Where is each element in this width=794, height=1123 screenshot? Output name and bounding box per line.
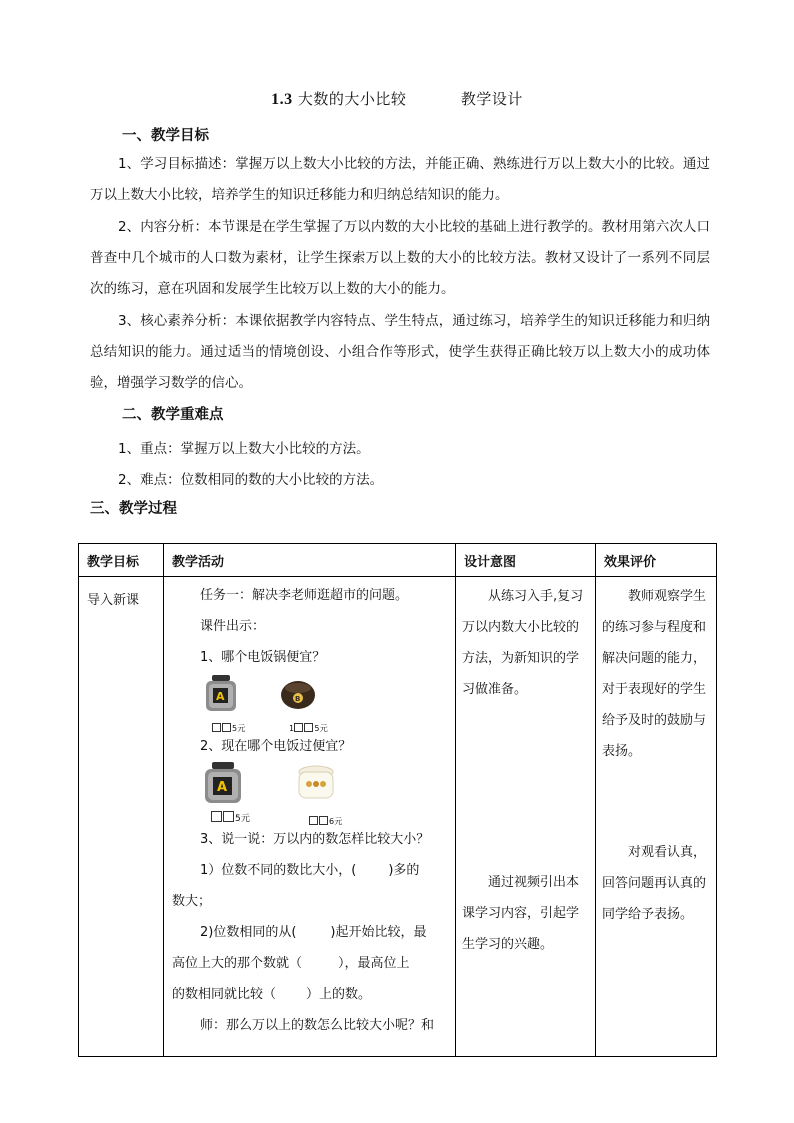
svg-text:B: B (295, 695, 301, 703)
rule-1-line: 1）位数不同的数比大小，( )多的 (200, 863, 420, 878)
header-goal: 教学目标 (79, 544, 164, 577)
row-goal: 导入新课 (79, 577, 164, 1057)
section-heading-keypoints: 二、教学重难点 (122, 407, 224, 423)
intent-text-1: 从练习入手,复习万以内数大小比较的方法，为新知识的学习做准备。 (462, 589, 584, 697)
document-title (0, 88, 794, 109)
question-1: 1、哪个电饭锅便宜？ (200, 650, 326, 665)
courseware-line: 课件出示： (200, 619, 266, 634)
header-effect: 效果评价 (596, 544, 717, 577)
price-label-a1: 5元 (212, 713, 246, 744)
pressure-cooker-icon (205, 762, 241, 803)
effect-text-1: 教师观察学生的练习参与程度和解决问题的能力，对于表现好的学生给予及时的鼓励与表扬。 (602, 589, 707, 759)
white-cooker-icon (299, 766, 333, 798)
row-intent (456, 577, 596, 1057)
title-number: 1.3 (271, 91, 293, 108)
effect-text-2: 对观看认真，回答问题再认真的同学给予表扬。 (602, 845, 707, 922)
price-label-a2: 5元 (211, 804, 250, 835)
keypoint-2: 2、难点：位数相同的数的大小比较的方法。 (118, 472, 384, 488)
table-header-row (79, 544, 717, 577)
row-activity (164, 577, 456, 1057)
rule-2-end: 的数相同就比较（ ）上的数。 (172, 987, 372, 1002)
row-effect (596, 577, 717, 1057)
table-row (79, 577, 717, 1057)
question-3: 3、说一说：万以内的数怎样比较大小？ (200, 832, 430, 847)
price-label-b1: 1 5元 (289, 724, 329, 733)
cooker-images-2 (172, 762, 451, 824)
svg-text:A: A (216, 690, 225, 703)
rule-2-line: 2)位数相同的从( )起开始比较，最 (200, 925, 427, 940)
goal-paragraph-1: 1、学习目标描述：掌握万以上数大小比较的方法，并能正确、熟练进行万以上数大小的比较。通过万以上数大小比较，培养学生的知识迁移能力和归纳总结知识的能力。 (90, 156, 710, 203)
process-table (78, 543, 717, 1057)
goal-paragraph-3: 3、核心素养分析：本课依据教学内容特点、学生特点，通过练习，培养学生的知识迁移能力和归纳总结知识的能力。通过适当的情境创设、小组合作等形式，使学生获得正确比较万以上数大小的成功体验，增强学习数学的信心。 (90, 313, 710, 391)
svg-text:A: A (217, 780, 228, 795)
cooker-images-1 (172, 673, 451, 731)
goal-paragraph-2: 2、内容分析：本节课是在学生掌握了万以内数的大小比较的基础上进行教学的。教材用第六次人口普查中几个城市的人口数为素材，让学生探索万以上数的大小的比较方法。教材又设计了一系列不同层次的练习，意在巩固和发展学生比较万以上数的大小的能力。 (90, 219, 710, 297)
rule-2-cont: 高位上大的那个数就（ ），最高位上 (172, 956, 410, 971)
price-label-b2: 6元 (309, 806, 343, 837)
title-main: 大数的大小比较 (297, 90, 407, 108)
title-sub: 教学设计 (460, 90, 523, 108)
question-2: 2、现在哪个电饭过便宜？ (200, 739, 352, 754)
pressure-cooker-icon (206, 675, 236, 711)
rule-1-end: 数大； (172, 894, 212, 909)
teacher-question: 师：那么万以上的数怎么比较大小呢？和 (200, 1018, 435, 1033)
section-heading-process: 三、教学过程 (90, 501, 177, 517)
keypoint-1: 1、重点：掌握万以上数大小比较的方法。 (118, 441, 370, 457)
task-line: 任务一：解决李老师逛超市的问题。 (200, 588, 409, 603)
header-activity: 教学活动 (164, 544, 456, 577)
section-heading-goals: 一、教学目标 (122, 128, 209, 144)
header-intent: 设计意图 (456, 544, 596, 577)
round-cooker-icon (281, 681, 315, 709)
intent-text-2: 通过视频引出本课学习内容，引起学生学习的兴趣。 (462, 875, 580, 952)
